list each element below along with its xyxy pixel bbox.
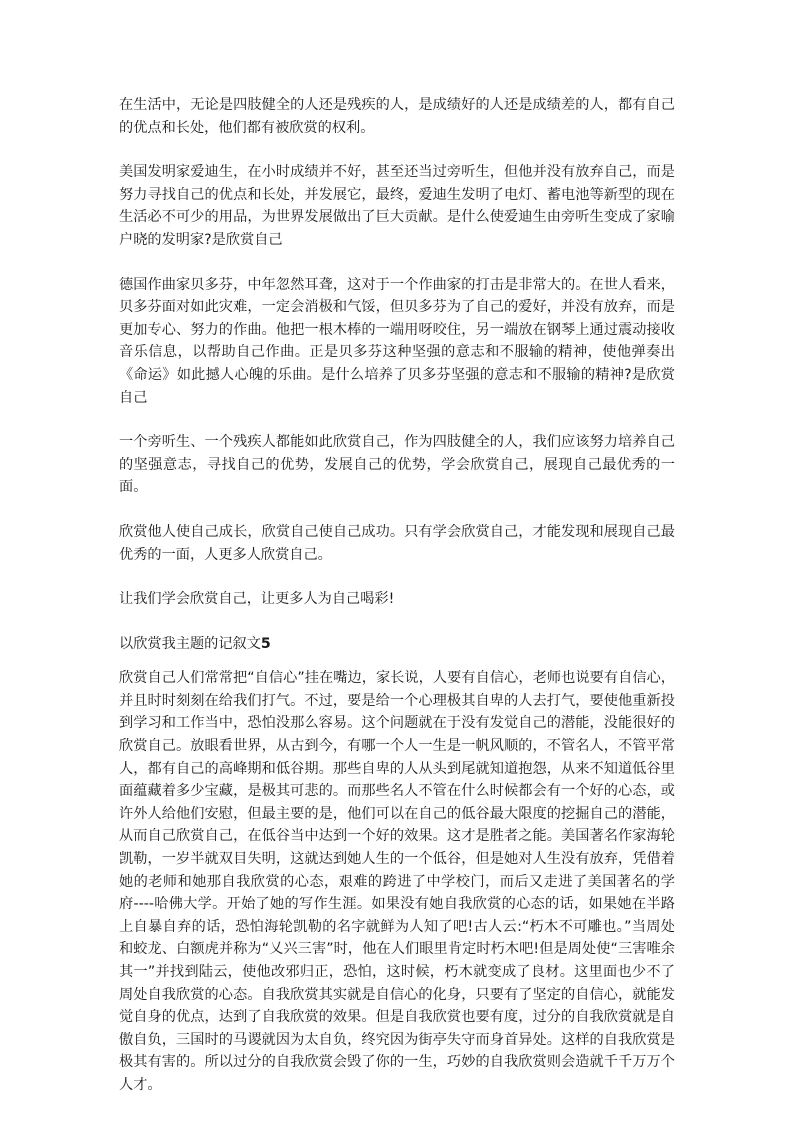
paragraph-1: 在生活中，无论是四肢健全的人还是残疾的人，是成绩好的人还是成绩差的人，都有自己的优点和长处，他们都有被欣赏的权利。 [119, 97, 675, 136]
section-heading [119, 633, 675, 656]
paragraph-2: 美国发明家爱迪生，在小时成绩并不好，甚至还当过旁听生，但他并没有放弃自己，而是努力寻找自己的优点和长处，并发展它，最终，爱迪生发明了电灯、蓄电池等新型的现在生活必不可少的用品，为世界发展做出了巨大贡献。是什么使爱迪生由旁听生变成了家喻户晓的发明家?是欣赏自己 [119, 164, 675, 248]
paragraph-final: 欣赏自己人们常常把“自信心”挂在嘴边，家长说，人要有自信心，老师也说要有自信心，并且时时刻刻在给我们打气。不过，要是给一个心理极其自卑的人去打气，要使他重新投到学习和工作当中，恐怕没那么容易。这个问题就在于没有发觉自己的潜能，没能很好的欣赏自己。放眼看世界，从古到今，有哪一个人一生是一帆风顺的，不管名人，不管平常人，都有自己的高峰期和低谷期。那些自卑的人从头到尾就知道抱怨，从来不知道低谷里面蕴藏着多少宝藏，是极其可悲的。而那些名人不管在什么时候都会有一个好的心态，或许外人给他们安慰，但最主要的是，他们可以在自己的低谷最大限度的挖掘自己的潜能，从而自己欣赏自己，在低谷当中达到一个好的效果。这才是胜者之能。美国著名作家海轮凯勒，一岁半就双目失明，这就达到她人生的一个低谷，但是她对人生没有放弃，凭借着她的老师和她那自我欣赏的心态，艰难的跨进了中学校门，而后又走进了美国著名的学府----哈佛大学。开始了她的写作生涯。如果没有她自我欣赏的心态的话，如果她在半路上自暴自弃的话，恐怕海轮凯勒的名字就鲜为人知了吧!古人云:“朽木不可雕也。”当周处和蛟龙、白额虎并称为“乂兴三害”时，他在人们眼里肯定时朽木吧!但是周处使“三害唯余其一”并找到陆云，使他改邪归正，恐怕，这时候，朽木就变成了良材。这里面也少不了周处自我欣赏的心态。自我欣赏其实就是自信心的化身，只要有了坚定的自信心，就能发觉自身的优点，达到了自我欣赏的效果。但是自我欣赏也要有度，过分的自我欣赏就是自傲自负，三国时的马谡就因为太自负，终究因为街亭失守而身首异处。这样的自我欣赏是极其有害的。所以过分的自我欣赏会毁了你的一生，巧妙的自我欣赏则会造就千千万万个人才。 [119, 670, 675, 1093]
paragraph-5: 欣赏他人使自己成长，欣赏自己使自己成功。只有学会欣赏自己，才能发现和展现自己最优秀的一面，人更多人欣赏自己。 [119, 523, 675, 563]
section-heading-text: 以欣赏我主题的记叙文 [119, 635, 261, 652]
paragraph-6: 让我们学会欣赏自己，让更多人为自己喝彩! [119, 591, 395, 608]
paragraph-3: 德国作曲家贝多芬，中年忽然耳聋，这对于一个作曲家的打击是非常大的。在世人看来，贝多芬面对如此灾难，一定会消极和气馁，但贝多芬为了自己的爱好，并没有放弃，而是更加专心、努力的作曲。他把一根木棒的一端用呀咬住，另一端放在钢琴上通过震动接收音乐信息，以帮助自己作曲。正是贝多芬这种坚强的意志和不服输的精神，使他弹奏出《命运》如此撼人心魄的乐曲。是什么培养了贝多芬坚强的意志和不服输的精神?是欣赏自己 [119, 276, 675, 406]
document-page [119, 94, 675, 1119]
section-heading-number: 5 [260, 635, 271, 652]
paragraph-4: 一个旁听生、一个残疾人都能如此欣赏自己，作为四肢健全的人，我们应该努力培养自己的坚强意志，寻找自己的优势，发展自己的优势，学会欣赏自己，展现自己最优秀的一面。 [119, 434, 675, 496]
